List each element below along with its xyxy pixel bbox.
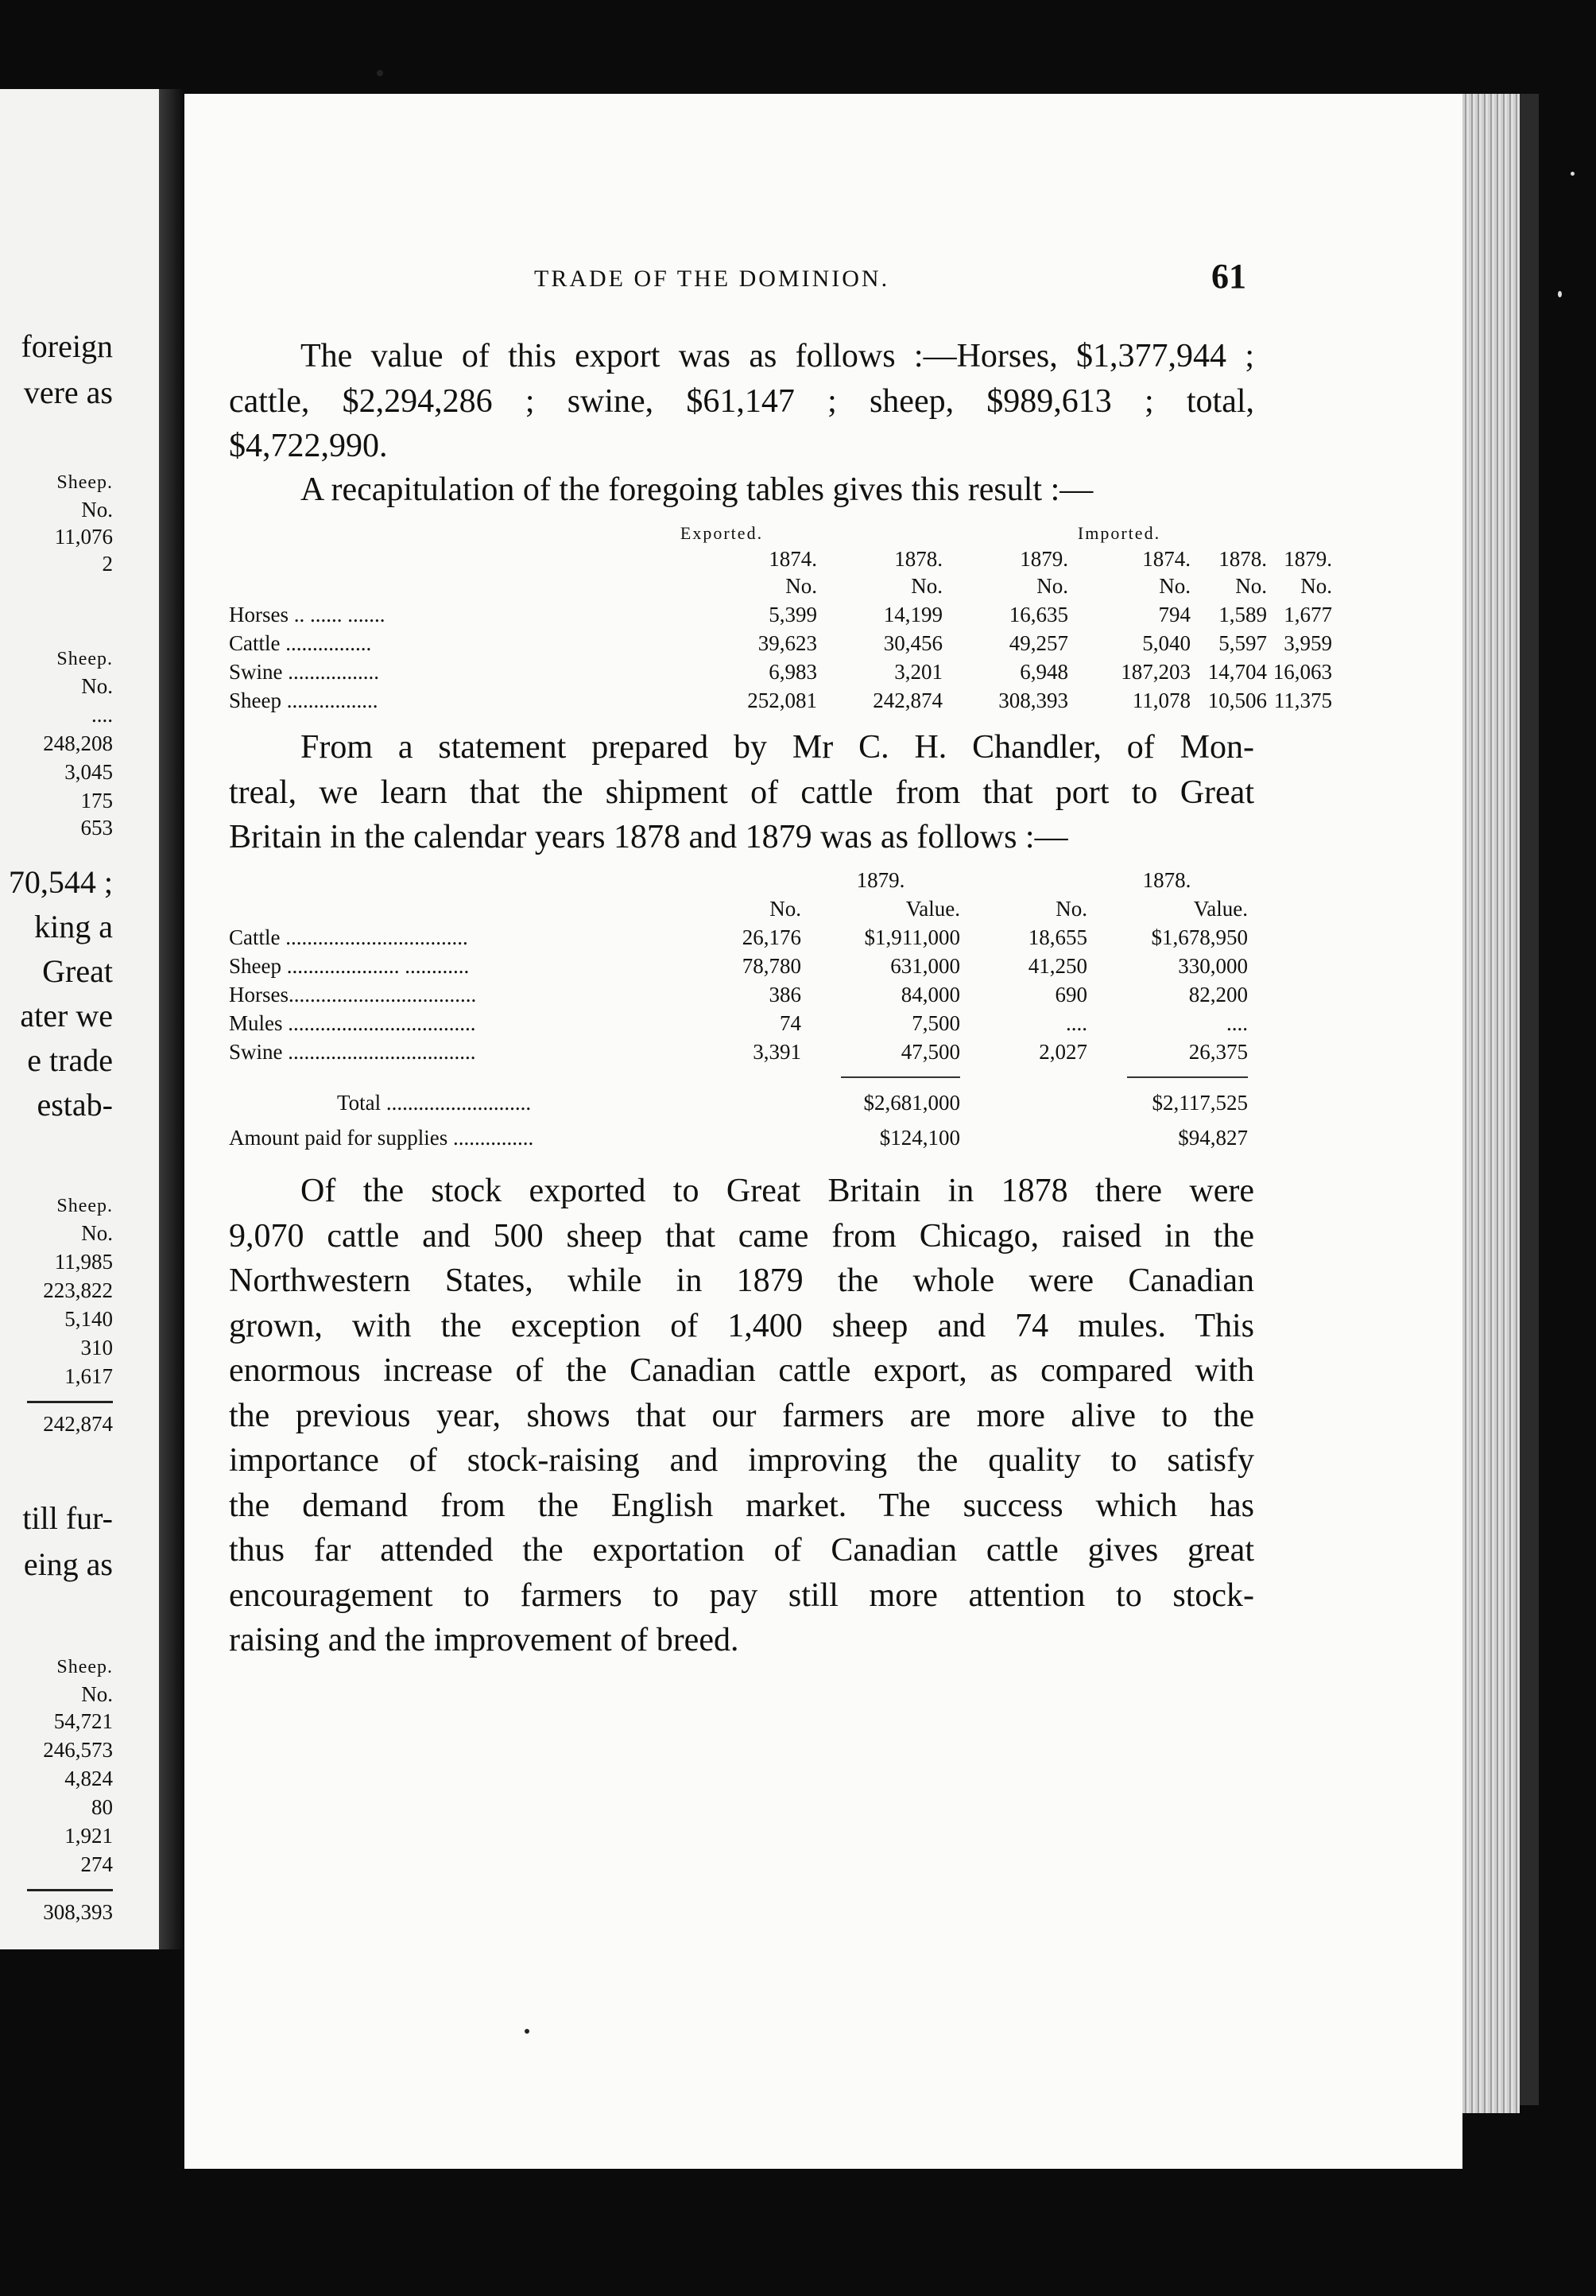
table-cell: 84,000 (901, 983, 960, 1006)
table-cell: 1,677 (1284, 603, 1332, 626)
table-cell: 5,040 (1142, 631, 1191, 655)
text-line: enormous increase of the Canadian cattle export, as compared with (229, 1352, 1254, 1389)
table-cell: 11,375 (1273, 688, 1332, 712)
left-table-cell: No. (81, 1221, 113, 1245)
table-cell: 78,780 (742, 954, 801, 978)
supplies-label: Amount paid for supplies ............... (229, 1126, 534, 1150)
text-line: From a statement prepared by Mr C. H. Chandler, of Mon- (300, 729, 1254, 766)
text-line: the previous year, shows that our farmers are more alive to the (229, 1397, 1254, 1434)
row-label: Horses .. ...... ....... (229, 603, 385, 626)
table-cell: 5,597 (1218, 631, 1267, 655)
text-line: thus far attended the exportation of Canadian cattle gives great (229, 1532, 1254, 1569)
column-header-no: No. (769, 897, 801, 921)
row-label: Cattle ................ (229, 631, 372, 655)
unit-header: No. (1159, 574, 1191, 598)
left-text-line: till fur- (22, 1500, 113, 1536)
table-cell: 11,078 (1132, 688, 1191, 712)
page-edges (1462, 94, 1520, 2113)
running-head: TRADE OF THE DOMINION. (534, 266, 890, 292)
table-cell: $1,911,000 (864, 925, 960, 949)
left-table-cell: 653 (80, 816, 113, 840)
row-label: Swine ................................... (229, 1040, 476, 1064)
left-table-cell: No. (81, 498, 113, 522)
table-cell: 3,391 (753, 1040, 801, 1064)
left-table-heading: Sheep. (56, 1196, 113, 1216)
text-line: treal, we learn that the shipment of cattle from that port to Great (229, 774, 1254, 811)
left-text-line: eing as (23, 1546, 113, 1582)
left-table-cell: 11,076 (54, 525, 113, 549)
table-cell: 631,000 (890, 954, 960, 978)
column-header-no: No. (1056, 897, 1087, 921)
year-header-1878: 1878. (1142, 868, 1191, 892)
left-table-cell: 310 (80, 1336, 113, 1359)
table-cell: 10,506 (1207, 688, 1267, 712)
sum-rule (1127, 1076, 1248, 1078)
left-text-line: foreign (21, 328, 113, 364)
left-table-cell: No. (81, 1682, 113, 1706)
text-line: The value of this export was as follows :—Horses, $1,377,944 ; (300, 338, 1254, 374)
left-table-cell: 1,617 (64, 1364, 113, 1388)
row-label: Sheep ................. (229, 688, 378, 712)
supplies-1879: $124,100 (879, 1126, 960, 1150)
left-table-cell: 5,140 (64, 1307, 113, 1331)
left-table-cell: No. (81, 674, 113, 698)
column-header-value: Value. (905, 897, 960, 921)
table-cell: 2,027 (1039, 1040, 1087, 1064)
text-line: Britain in the calendar years 1878 and 1879 was as follows :— (229, 819, 1068, 855)
table-cell: 74 (780, 1011, 801, 1035)
total-1879: $2,681,000 (863, 1091, 960, 1115)
table-cell: 7,500 (912, 1011, 960, 1035)
left-table-cell: 246,573 (43, 1738, 113, 1762)
scan-speck (525, 2029, 529, 2034)
row-label: Sheep ..................... ............ (229, 954, 470, 978)
scan-speck (377, 70, 383, 76)
paragraph-recapitulation (229, 467, 1254, 513)
left-table-heading: Sheep. (56, 649, 113, 669)
table-cell: 794 (1158, 603, 1191, 626)
left-table-heading: Sheep. (56, 472, 113, 493)
year-header-1879: 1879. (856, 868, 905, 892)
table-cell: 252,081 (747, 688, 817, 712)
table-cell: 330,000 (1178, 954, 1248, 978)
table-cell: 1,589 (1218, 603, 1267, 626)
table-cell: 3,959 (1284, 631, 1332, 655)
table-cell: 30,456 (883, 631, 943, 655)
paragraph-export-value (229, 334, 1254, 469)
unit-header: No. (785, 574, 817, 598)
year-header: 1874. (769, 547, 817, 571)
table-cell: 16,063 (1273, 660, 1332, 684)
table-cell: 690 (1055, 983, 1087, 1006)
left-text-line: 70,544 ; (8, 864, 113, 900)
group-header-exported: Exported. (680, 523, 764, 543)
table-cell: 5,399 (769, 603, 817, 626)
unit-header: No. (1235, 574, 1267, 598)
text-line: cattle, $2,294,286 ; swine, $61,147 ; sheep, $989,613 ; total, (229, 382, 1254, 420)
left-text-line: Great (42, 953, 113, 989)
table-cell: 3,201 (894, 660, 943, 684)
scan-speck (1571, 172, 1575, 176)
left-table-cell: 54,721 (53, 1709, 113, 1733)
total-label: Total ........................... (337, 1091, 532, 1115)
table-cell: 6,948 (1020, 660, 1068, 684)
left-table-cell: 1,921 (64, 1824, 113, 1848)
recapitulation-table (229, 523, 1332, 722)
paragraph-stock-exported (229, 1169, 1254, 1663)
text-line: $4,722,990. (229, 428, 388, 464)
table-cell: 308,393 (998, 688, 1068, 712)
table-cell: 26,375 (1188, 1040, 1248, 1064)
scan-speck (1558, 291, 1562, 297)
left-table-cell: 175 (80, 789, 113, 813)
left-table-cell: .... (91, 703, 113, 727)
table-cell: $1,678,950 (1151, 925, 1248, 949)
table-cell: 41,250 (1028, 954, 1087, 978)
table-cell: 82,200 (1188, 983, 1248, 1006)
year-header: 1879. (1284, 547, 1332, 571)
shipment-table (229, 868, 1262, 1170)
row-label: Cattle .................................. (229, 925, 468, 949)
group-header-imported: Imported. (1077, 523, 1161, 543)
unit-header: No. (911, 574, 943, 598)
year-header: 1874. (1142, 547, 1191, 571)
page-number: 61 (1211, 257, 1246, 296)
sum-rule (841, 1076, 960, 1078)
year-header: 1878. (894, 547, 943, 571)
row-label: Horses................................... (229, 983, 477, 1006)
column-header-value: Value. (1193, 897, 1248, 921)
left-table-cell: 80 (91, 1795, 113, 1819)
table-cell: 14,704 (1207, 660, 1267, 684)
table-cell: 26,176 (742, 925, 801, 949)
left-text-line: ater we (20, 998, 113, 1034)
table-cell: 14,199 (883, 603, 943, 626)
left-text-line: king a (34, 909, 113, 944)
year-header: 1878. (1218, 547, 1267, 571)
left-sum-rule (27, 1401, 113, 1403)
table-cell: 18,655 (1028, 925, 1087, 949)
unit-header: No. (1300, 574, 1332, 598)
book-gutter (159, 89, 184, 1949)
left-sum-rule (27, 1889, 113, 1891)
row-label: Swine ................. (229, 660, 379, 684)
year-header: 1879. (1020, 547, 1068, 571)
table-cell: 16,635 (1009, 603, 1068, 626)
table-cell: 49,257 (1009, 631, 1068, 655)
left-text-line: estab- (37, 1087, 113, 1123)
left-table-cell: 3,045 (64, 760, 113, 784)
table-cell: 187,203 (1121, 660, 1191, 684)
table-cell: 242,874 (873, 688, 943, 712)
text-line: the demand from the English market. The success which has (229, 1487, 1254, 1524)
supplies-1878: $94,827 (1178, 1126, 1248, 1150)
text-line: A recapitulation of the foregoing tables gives this result :— (300, 471, 1094, 508)
text-line: importance of stock-raising and improving the quality to satisfy (229, 1442, 1254, 1479)
left-table-cell: 4,824 (64, 1767, 113, 1790)
text-line: raising and the improvement of breed. (229, 1622, 739, 1658)
table-cell: .... (1066, 1011, 1087, 1035)
left-table-cell: 274 (80, 1852, 113, 1876)
left-text-line: e trade (27, 1042, 113, 1078)
table-cell: 386 (769, 983, 801, 1006)
book-cover-edge (1520, 94, 1539, 2105)
table-cell: .... (1226, 1011, 1248, 1035)
text-line: encouragement to farmers to pay still more attention to stock- (229, 1577, 1254, 1614)
table-cell: 39,623 (757, 631, 817, 655)
table-cell: 6,983 (769, 660, 817, 684)
row-label: Mules ................................... (229, 1011, 476, 1035)
left-table-cell: 223,822 (43, 1278, 113, 1302)
left-table-total: 242,874 (43, 1412, 113, 1436)
left-table-total: 308,393 (43, 1900, 113, 1924)
left-table-cell: 248,208 (43, 731, 113, 755)
text-line: Northwestern States, while in 1879 the whole were Canadian (229, 1262, 1254, 1299)
paragraph-chandler-statement (229, 725, 1254, 860)
text-line: Of the stock exported to Great Britain in 1878 there were (300, 1173, 1254, 1209)
text-line: 9,070 cattle and 500 sheep that came from Chicago, raised in the (229, 1217, 1254, 1255)
text-line: grown, with the exception of 1,400 sheep and 74 mules. This (229, 1307, 1254, 1344)
left-text-line: vere as (23, 374, 113, 410)
table-cell: 47,500 (901, 1040, 960, 1064)
left-table-heading: Sheep. (56, 1657, 113, 1677)
left-table-cell: 2 (102, 552, 113, 576)
left-table-cell: 11,985 (54, 1250, 113, 1274)
unit-header: No. (1036, 574, 1068, 598)
total-1878: $2,117,525 (1152, 1091, 1248, 1115)
